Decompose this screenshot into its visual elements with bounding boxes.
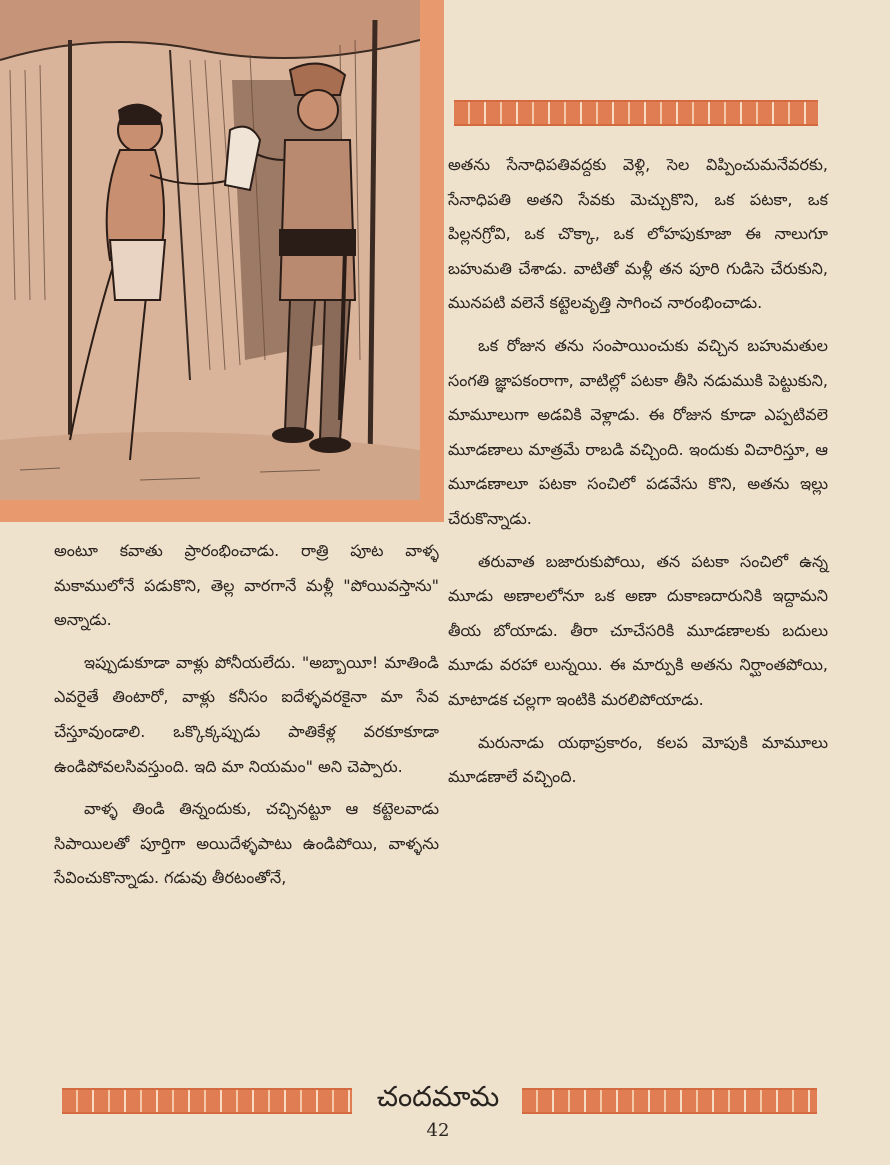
decorative-border-bottom-right: [522, 1088, 817, 1114]
illustration-frame: [0, 0, 444, 522]
left-column: [54, 534, 439, 904]
right-column: [448, 148, 828, 803]
decorative-border-top: [454, 100, 818, 126]
paragraph: వాళ్ళ తిండి తిన్నందుకు, చచ్చినట్టూ ఆ కట్టెలవాడు సిపాయిలతో పూర్తిగా అయిదేళ్ళపాటు ఉండిపోయి, వాళ్ళను సేవించుకొన్నాడు. గడువు తీరటంతోనే,: [54, 799, 439, 888]
tent-scene-illustration: [0, 0, 420, 500]
illustration: [0, 0, 420, 500]
paragraph: అతను సేనాధిపతివద్దకు వెళ్లి, సెల విప్పించుమనేవరకు, సేనాధిపతి అతని సేవకు మెచ్చుకొని, ఒక పటకా, ఒక పిల్లనగ్రోవి, ఒక చొక్కా, ఒక లోహపుకూజా ఈ నాలుగూ బహుమతి చేశాడు. వాటితో మళ్లీ తన పూరి గుడిసె చేరుకుని, మునపటి వలెనే కట్టెలవృత్తి సాగించ నారంభించాడు.: [448, 155, 828, 313]
paragraph: ఒక రోజున తను సంపాయించుకు వచ్చిన బహుమతుల సంగతి జ్ఞాపకంరాగా, వాటిల్లో పటకా తీసి నడుముకి పెట్టుకుని, మామూలుగా అడవికి వెళ్లాడు. ఈ రోజున కూడా ఎప్పటివలె మూడణాలు మాత్రమే రాబడి వచ్చింది. ఇందుకు విచారిస్తూ, ఆ మూడణాలూ పటకా సంచిలో పడవేసు కొని, అతను ఇల్లు చేరుకొన్నాడు.: [448, 335, 828, 528]
paragraph: తరువాత బజారుకుపోయి, తన పటకా సంచిలో ఉన్న మూడు అణాలలోనూ ఒక అణా దుకాణదారునికి ఇద్దామని తీయ బోయాడు. తీరా చూచేసరికి మూడణాలకు బదులు మూడు వరహా లున్నయి. ఈ మార్పుకి అతను నిర్ఘాంతపోయి, మాటాడక చల్లగా ఇంటికి మరలిపోయాడు.: [448, 551, 828, 709]
page-number: 42: [426, 1120, 450, 1141]
paragraph: మరునాడు యథాప్రకారం, కలప మోపుకి మామూలు మూడణాలే వచ్చింది.: [448, 732, 828, 787]
magazine-title: చందమామ: [376, 1080, 500, 1113]
paragraph: అంటూ కవాతు ప్రారంభించాడు. రాత్రి పూట వాళ్ళ మకాములోనే పడుకొని, తెల్ల వారగానే మళ్లీ "పోయివస్తాను" అన్నాడు.: [54, 541, 439, 630]
paragraph: ఇప్పుడుకూడా వాళ్లు పోనీయలేదు. "అబ్బాయీ! మాతిండి ఎవరైతే తింటారో, వాళ్లు కనీసం ఐదేళ్ళవరకైనా మా సేవ చేస్తూవుండాలి. ఒక్కొక్కప్పుడు పాతికేళ్ల వరకూకూడా ఉండిపోవలసివస్తుంది. ఇది మా నియమం" అని చెప్పారు.: [54, 652, 439, 776]
decorative-border-bottom-left: [62, 1088, 352, 1114]
